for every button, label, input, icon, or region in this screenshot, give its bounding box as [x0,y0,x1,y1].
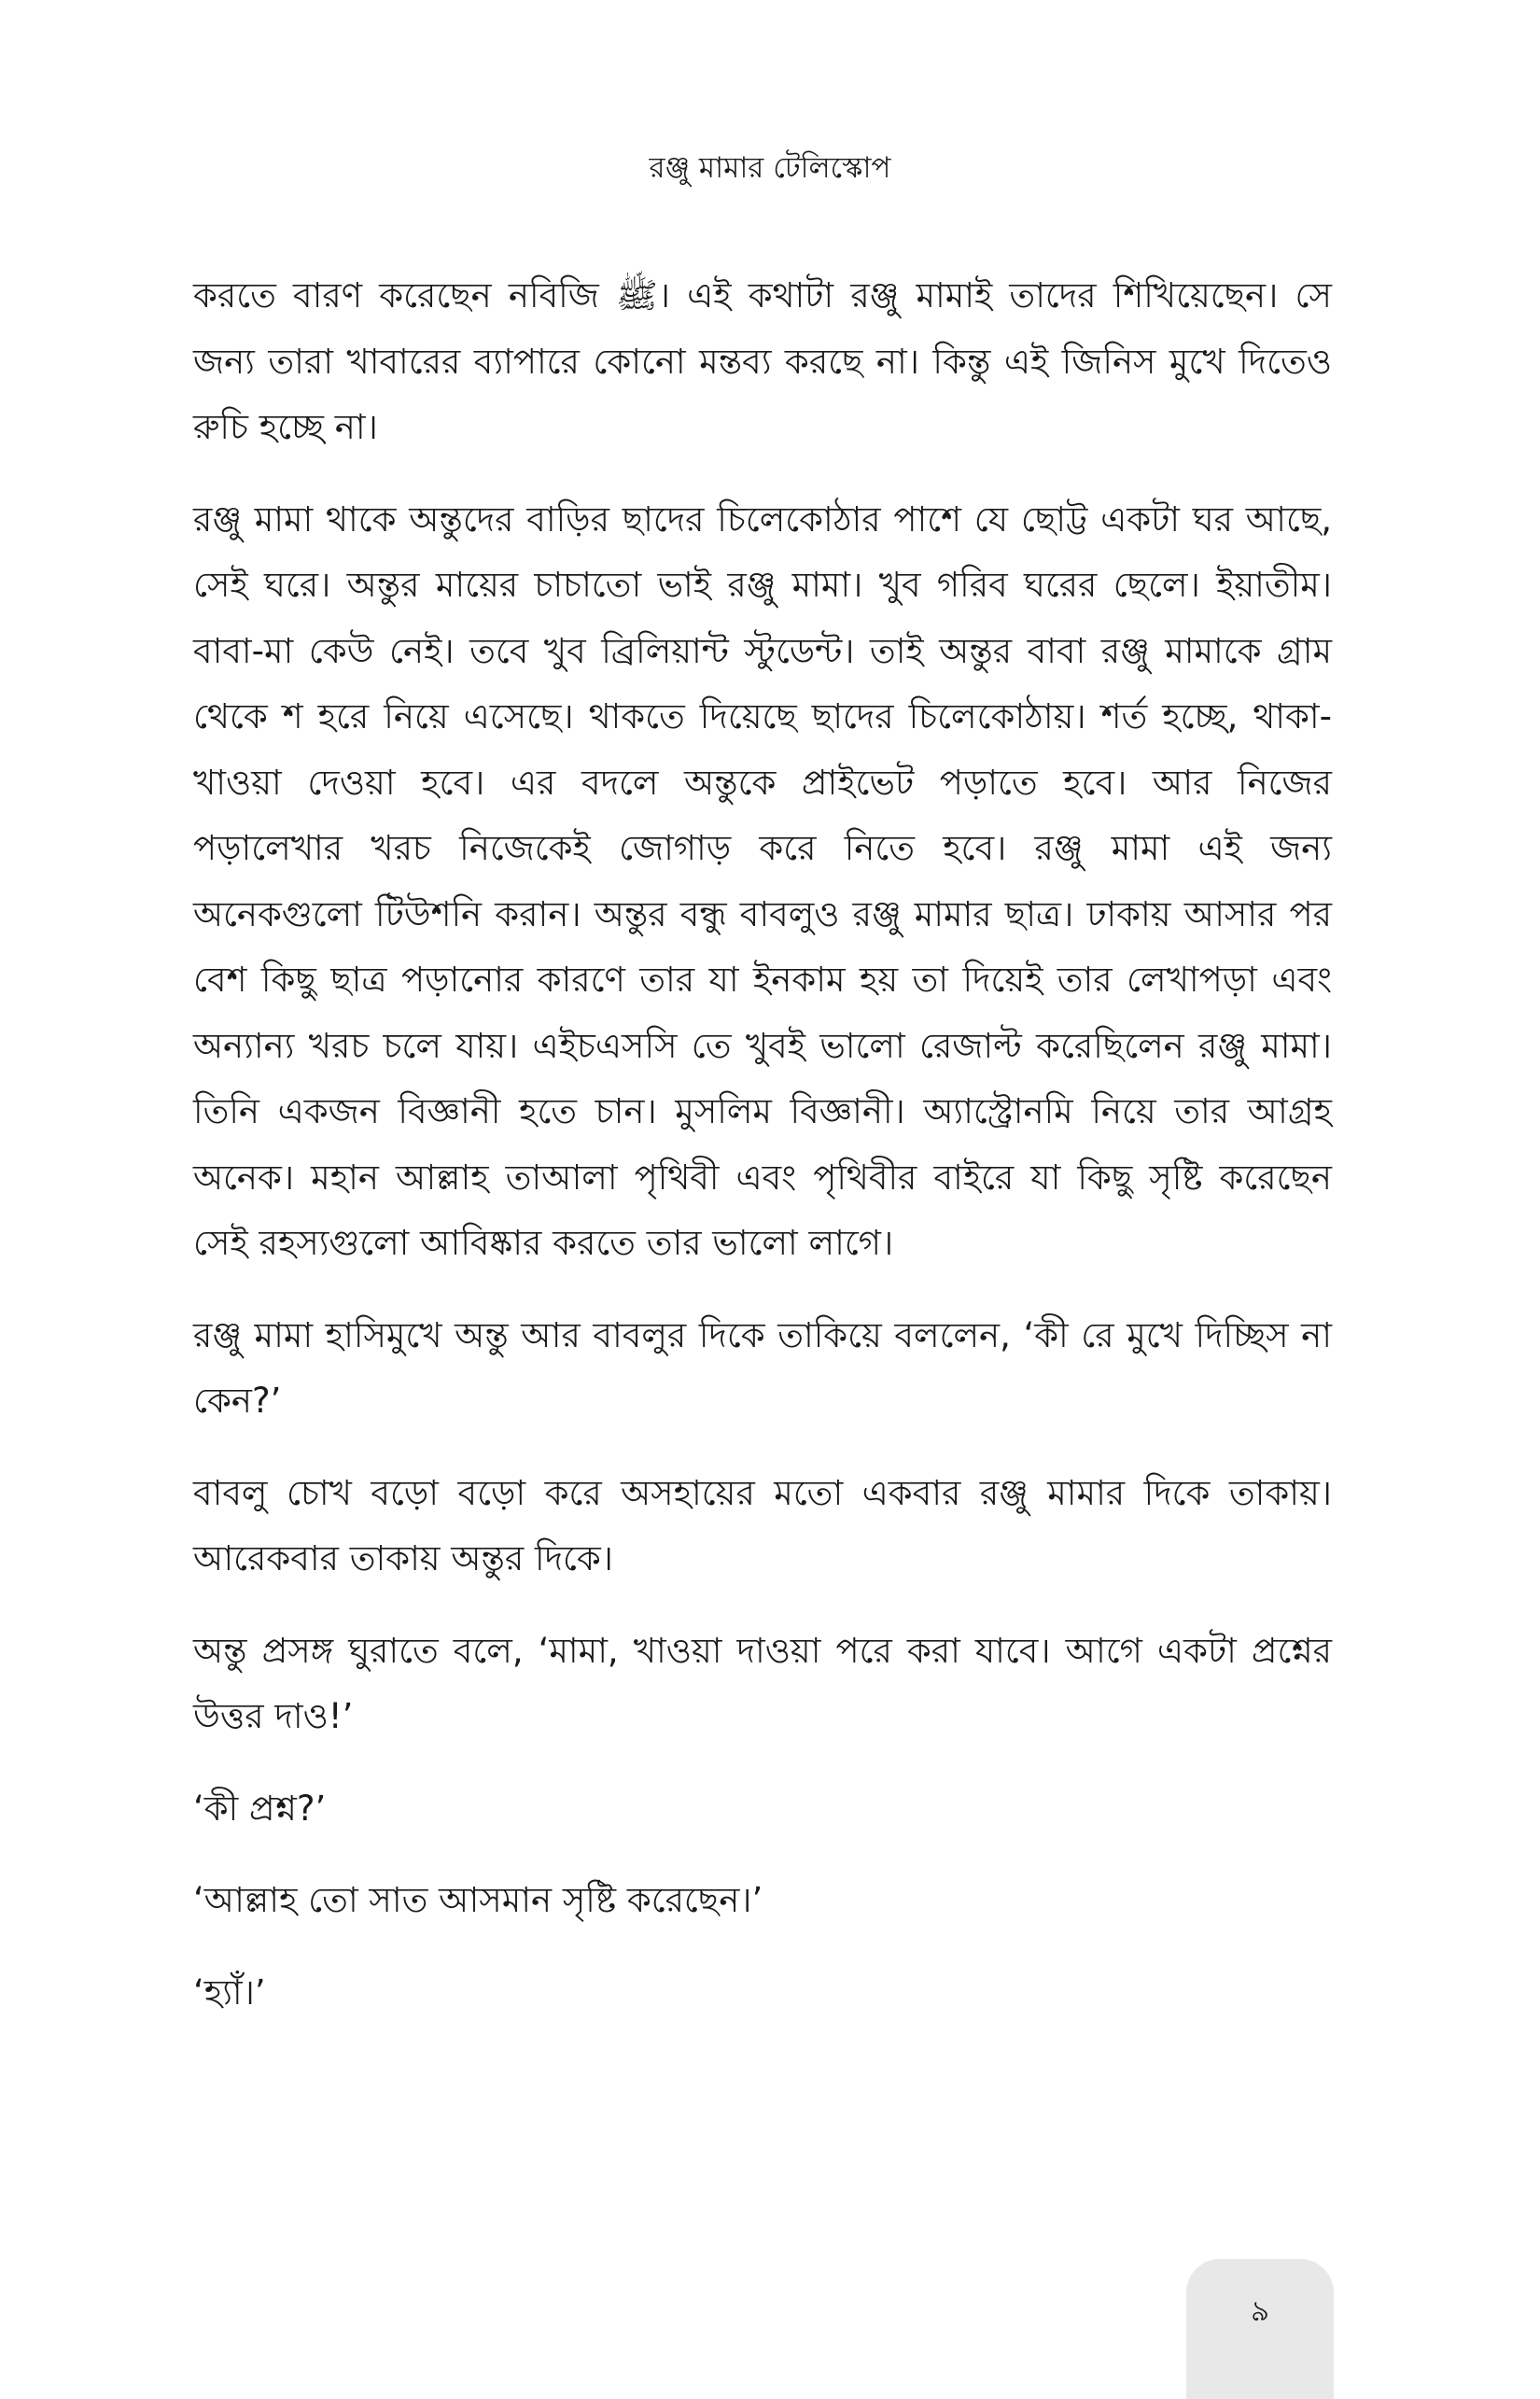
paragraph: অন্তু প্রসঙ্গ ঘুরাতে বলে, ‘মামা, খাওয়া দাওয়া পরে করা যাবে। আগে একটা প্রশ্নের উত্তর দাও!’ [193,1630,1332,1736]
paragraph: করতে বারণ করেছেন নবিজি ﷺ। এই কথাটা রঞ্জু মামাই তাদের শিখিয়েছেন। সে জন্য তারা খাবারের ব্যাপারে কোনো মন্তব্য করছে না। কিন্তু এই জিনিস মুখে দিতেও রুচি হচ্ছে না। [193,275,1332,447]
page-number: ৯ [1250,2294,1270,2328]
dialogue-line: ‘আল্লাহ তো সাত আসমান সৃষ্টি করেছেন।’ [193,1880,763,1920]
running-header: রঞ্জু মামার টেলিস্কোপ [649,151,891,185]
paragraph: রঞ্জু মামা হাসিমুখে অন্তু আর বাবলুর দিকে তাকিয়ে বললেন, ‘কী রে মুখে দিচ্ছিস না কেন?’ [193,1314,1332,1421]
body-text [193,263,1332,2052]
dialogue-line: ‘হ্যাঁ।’ [193,1971,266,2013]
paragraph: রঞ্জু মামা থাকে অন্তুদের বাড়ির ছাদের চিলেকোঠার পাশে যে ছোট্ট একটা ঘর আছে, সেই ঘরে। অন্তুর মায়ের চাচাতো ভাই রঞ্জু মামা। খুব গরিব ঘরের ছেলে। ইয়াতীম। বাবা-মা কেউ নেই। তবে খুব ব্রিলিয়ান্ট স্টুডেন্ট। তাই অন্তুর বাবা রঞ্জু মামাকে গ্রাম থেকে শ হরে নিয়ে এসেছে। থাকতে দিয়েছে ছাদের চিলেকোঠায়। শর্ত হচ্ছে, থাকা-খাওয়া দেওয়া হবে। এর বদলে অন্তুকে প্রাইভেট পড়াতে হবে। আর নিজের পড়ালেখার খরচ নিজেকেই জোগাড় করে নিতে হবে। রঞ্জু মামা এই জন্য অনেকগুলো টিউশনি করান। অন্তুর বন্ধু বাবলুও রঞ্জু মামার ছাত্র। ঢাকায় আসার পর বেশ কিছু ছাত্র পড়ানোর কারণে তার যা ইনকাম হয় তা দিয়েই তার লেখাপড়া এবং অন্যান্য খরচ চলে যায়। এইচএসসি তে খুবই ভালো রেজাল্ট করেছিলেন রঞ্জু মামা। তিনি একজন বিজ্ঞানী হতে চান। মুসলিম বিজ্ঞানী। অ্যাস্ট্রোনমি নিয়ে তার আগ্রহ অনেক। মহান আল্লাহ তাআলা পৃথিবী এবং পৃথিবীর বাইরে যা কিছু সৃষ্টি করেছেন সেই রহস্যগুলো আবিষ্কার করতে তার ভালো লাগে। [193,498,1332,1263]
paragraph: বাবলু চোখ বড়ো বড়ো করে অসহায়ের মতো একবার রঞ্জু মামার দিকে তাকায়। আরেকবার তাকায় অন্তুর দিকে। [193,1472,1332,1578]
dialogue-line: ‘কী প্রশ্ন?’ [193,1788,327,1829]
page-number-tab [1186,2259,1334,2399]
